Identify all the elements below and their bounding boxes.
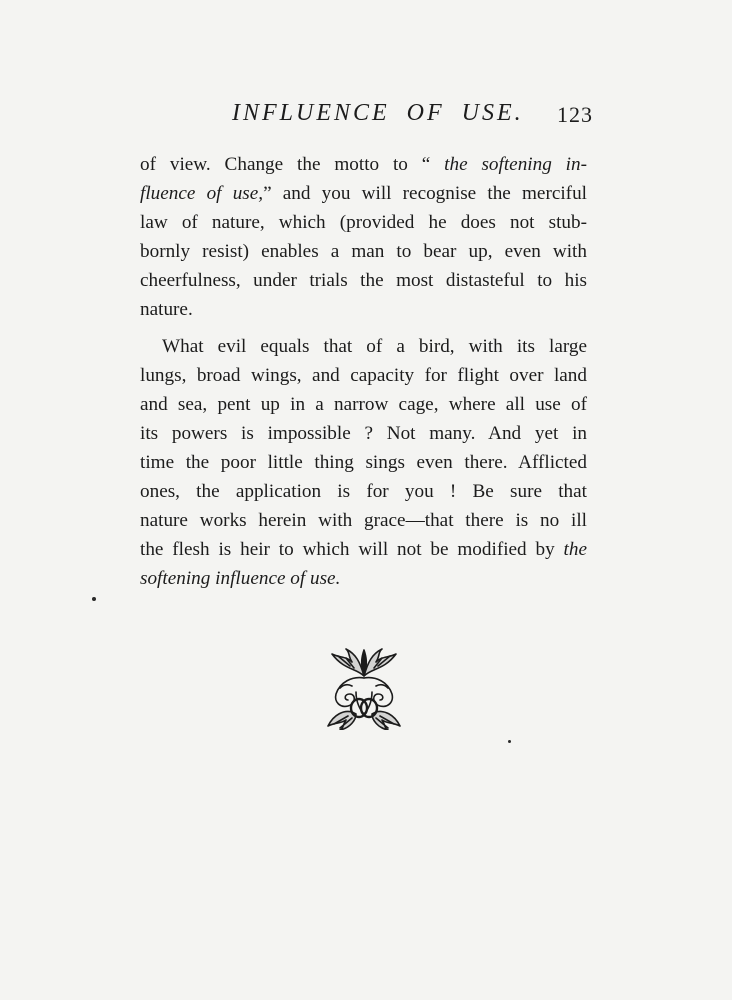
running-head [140, 100, 595, 134]
text-line [140, 506, 587, 535]
ink-speck [508, 740, 511, 743]
text-run: of view. Change the motto to “ [140, 154, 445, 175]
text-line [140, 266, 587, 295]
text-line [140, 564, 587, 593]
paragraph-2 [140, 332, 587, 593]
text-line [140, 208, 587, 237]
ink-speck [92, 597, 96, 601]
text-line [140, 535, 587, 564]
text-run: the flesh is heir to which will not be modified by [140, 539, 564, 560]
text-line [140, 419, 587, 448]
text-run: nature works herein with grace—that there is no ill [140, 510, 587, 531]
leaf-flourish-icon [326, 648, 402, 730]
text-line [140, 295, 587, 324]
text-run: bornly resist) enables a man to bear up, even with [140, 241, 587, 262]
page-number: 123 [557, 102, 593, 127]
paragraph-1 [140, 150, 587, 324]
text-run: time the poor little thing sings even there. Afflicted [140, 452, 587, 473]
text-line [140, 179, 587, 208]
text-run: and sea, pent up in a narrow cage, where all use of [140, 394, 587, 415]
text-run: its powers is impossible ? Not many. And yet in [140, 423, 587, 444]
text-line [140, 390, 587, 419]
text-line [140, 477, 587, 506]
text-line [140, 448, 587, 477]
body-text [140, 150, 587, 593]
italic-run: fluence of use, [140, 183, 264, 204]
text-run: cheerfulness, under trials the most distasteful to his [140, 270, 587, 291]
text-run: law of nature, which (provided he does not stub- [140, 212, 587, 233]
text-run: ” and you will recognise the merciful [263, 183, 587, 204]
text-line [140, 361, 587, 390]
italic-run: softening influence of use. [140, 568, 341, 589]
paragraph-gap [140, 324, 587, 332]
text-line [140, 150, 587, 179]
text-run: ones, the application is for you ! Be sure that [140, 481, 587, 502]
italic-run: the softening in- [444, 154, 587, 175]
italic-run: the [563, 539, 587, 560]
text-line [140, 237, 587, 266]
running-title: INFLUENCE OF USE. [232, 100, 524, 126]
text-run: What evil equals that of a bird, with its large [162, 336, 587, 357]
text-run: nature. [140, 299, 193, 320]
text-run: lungs, broad wings, and capacity for flight over land [140, 365, 587, 386]
text-line [140, 332, 587, 361]
